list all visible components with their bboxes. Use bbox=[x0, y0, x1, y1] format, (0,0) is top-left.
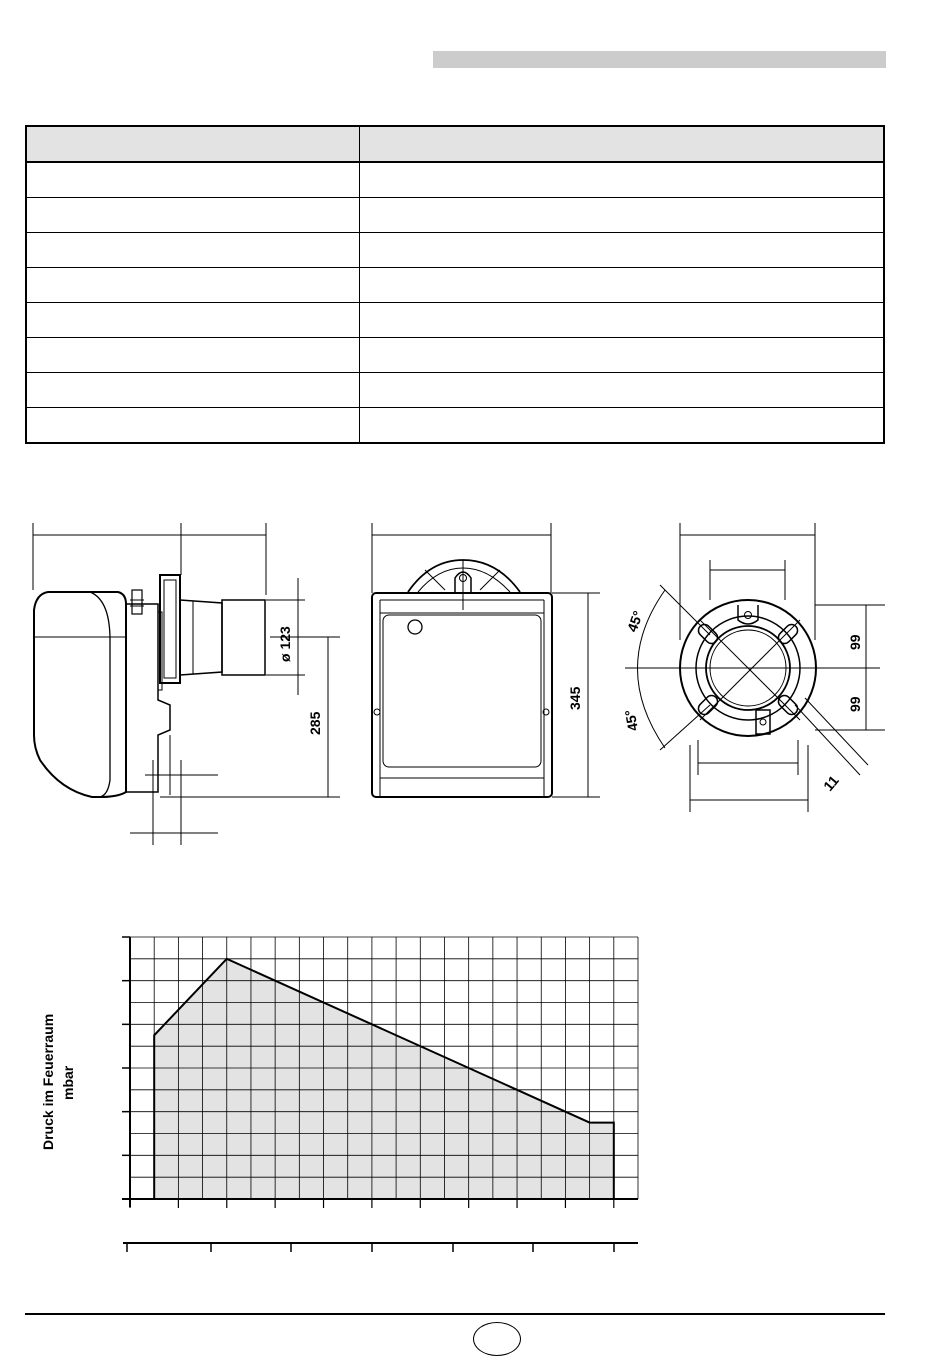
dim-diameter-label: ø 123 bbox=[277, 626, 293, 662]
y-axis-title-line1: Druck im Feuerraum bbox=[40, 1013, 56, 1150]
dim-upper-label: 99 bbox=[847, 634, 863, 650]
footer-rule bbox=[25, 1313, 885, 1315]
dim-angle-top-label: 45° bbox=[623, 608, 647, 635]
chart-area-fill bbox=[154, 959, 614, 1199]
dim-hole-label: 11 bbox=[820, 772, 842, 794]
y-axis-title-line2: mbar bbox=[60, 1065, 76, 1100]
dim-front-height-label: 345 bbox=[567, 686, 583, 710]
dim-angle-bottom-label: 45° bbox=[621, 708, 641, 733]
dim-height-label: 285 bbox=[307, 711, 323, 735]
dim-lower-label: 99 bbox=[847, 696, 863, 712]
page-number-oval bbox=[473, 1322, 521, 1356]
